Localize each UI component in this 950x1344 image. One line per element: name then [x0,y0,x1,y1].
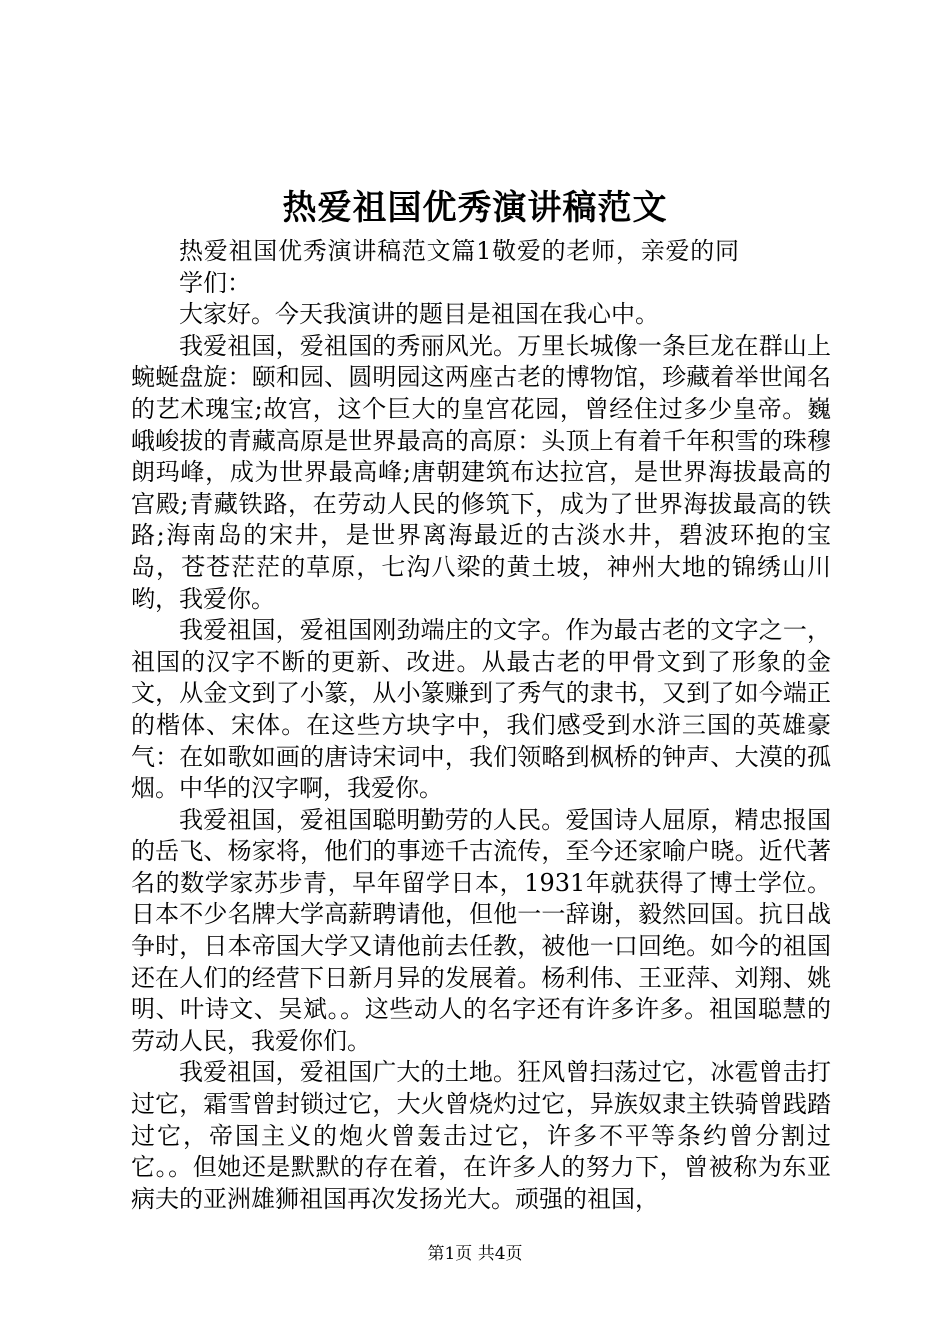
greeting-line: 大家好。今天我演讲的题目是祖国在我心中。 [179,300,659,329]
page-footer: 第1页 共4页 [427,1244,523,1264]
intro-line: 热爱祖国优秀演讲稿范文篇1敬爱的老师，亲爱的同学们： [179,237,739,297]
paragraph-scenery: 我爱祖国，爱祖国的秀丽风光。万里长城像一条巨龙在群山上蜿蜒盘旋：颐和园、圆明园这两座古老的博物馆，珍藏着举世闻名的艺术瑰宝;故宫，这个巨大的皇宫花园，曾经住过多少皇帝。巍峨峻拔的青藏高原是世界最高的高原：头顶上有着千年积雪的珠穆朗玛峰，成为世界最高峰;唐朝建筑布达拉宫，是世界海拔最高的宫殿;青藏铁路，在劳动人民的修筑下，成为了世界海拔最高的铁路;海南岛的宋井，是世界离海最近的古淡水井，碧波环抱的宝岛，苍苍茫茫的草原，七沟八梁的黄土坡，神州大地的锦绣山川哟，我爱你。 [131,331,831,613]
paragraph-people: 我爱祖国，爱祖国聪明勤劳的人民。爱国诗人屈原，精忠报国的岳飞、杨家将，他们的事迹千古流传，至今还家喻户晓。近代著名的数学家苏步青，早年留学日本，1931年就获得了博士学位。日本不少名牌大学高薪聘请他，但他一一辞谢，毅然回国。抗日战争时，日本帝国大学又请他前去任教，被他一口回绝。如今的祖国还在人们的经营下日新月异的发展着。杨利伟、王亚萍、刘翔、姚明、叶诗文、吴斌。。这些动人的名字还有许多许多。祖国聪慧的劳动人民，我爱你们。 [131,805,831,1055]
document-body [131,236,831,1215]
document-title: 热爱祖国优秀演讲稿范文 [282,188,668,228]
paragraph-land: 我爱祖国，爱祖国广大的土地。狂风曾扫荡过它，冰雹曾击打过它，霜雪曾封锁过它，大火曾烧灼过它，异族奴隶主铁骑曾践踏过它，帝国主义的炮火曾轰击过它，许多不平等条约曾分割过它。。但她还是默默的存在着，在许多人的努力下，曾被称为东亚病夫的亚洲雄狮祖国再次发扬光大。顽强的祖国， [131,1058,831,1213]
paragraph-characters: 我爱祖国，爱祖国刚劲端庄的文字。作为最古老的文字之一，祖国的汉字不断的更新、改进。从最古老的甲骨文到了形象的金文，从金文到了小篆，从小篆赚到了秀气的隶书，又到了如今端正的楷体、宋体。在这些方块字中，我们感受到水浒三国的英雄豪气：在如歌如画的唐诗宋词中，我们领略到枫桥的钟声、大漠的孤烟。中华的汉字啊，我爱你。 [131,616,831,803]
